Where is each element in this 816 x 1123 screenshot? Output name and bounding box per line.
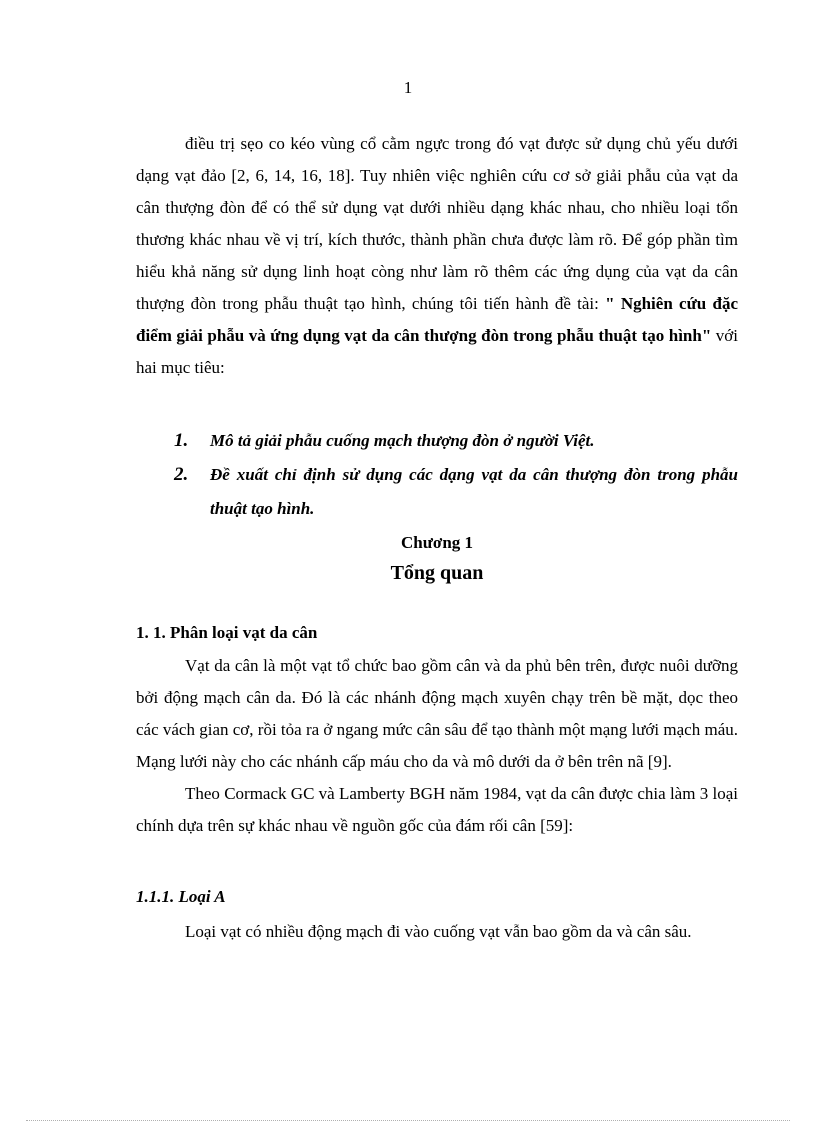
- intro-text-part2: với hai mục tiêu:: [136, 326, 738, 377]
- objective-item-2: [136, 458, 738, 526]
- intro-paragraph: [136, 128, 738, 384]
- section-1-1-1-body: [136, 916, 738, 948]
- footer-divider: [26, 1120, 790, 1121]
- objective-text-1: Mô tả giải phẫu cuống mạch thượng đòn ở người Việt.: [210, 431, 595, 450]
- section-1-1-body: [136, 650, 738, 842]
- section-1-1-paragraph-1: Vạt da cân là một vạt tổ chức bao gồm cân và da phủ bên trên, được nuôi dưỡng bởi động mạch cân da. Đó là các nhánh động mạch xuyên chạy trên bề mặt, dọc theo các vách gian cơ, rồi tỏa ra ở ngang mức cân sâu để tạo thành một mạng lưới mạch máu. Mạng lưới này cho các nhánh cấp máu cho da và mô dưới da ở bên trên nã [9].: [136, 656, 738, 771]
- chapter-label: Chương 1: [400, 533, 474, 552]
- intro-paragraph-block: [136, 128, 738, 384]
- objective-item-1: [136, 424, 738, 458]
- thesis-title: " Nghiên cứu đặc điểm giải phẫu và ứng dụng vạt da cân thượng đòn trong phẫu thuật tạo hình": [136, 294, 738, 345]
- section-heading-1-1: 1. 1. Phân loại vạt da cân: [136, 623, 318, 642]
- page-number: 1: [403, 78, 413, 97]
- objective-number-2: 2.: [174, 464, 189, 485]
- chapter-title: Tổng quan: [390, 562, 484, 584]
- objectives-list: [136, 424, 738, 526]
- section-1-1-1-paragraph-1: Loại vạt có nhiều động mạch đi vào cuống vạt vẫn bao gồm da và cân sâu.: [185, 922, 692, 941]
- intro-text-part1: điều trị sẹo co kéo vùng cổ cằm ngực trong đó vạt được sử dụng chủ yếu dưới dạng vạt đảo [2, 6, 14, 16, 18]. Tuy nhiên việc nghiên cứu cơ sở giải phẫu của vạt da cân thượng đòn để có thể sử dụng vạt dưới nhiều dạng khác nhau, cho nhiều loại tổn thương khác nhau về vị trí, kích thước, thành phần chưa được làm rõ. Để góp phần tìm hiểu khả năng sử dụng linh hoạt còng như làm rõ thêm các ứng dụng của vạt da cân thượng đòn trong phẫu thuật tạo hình, chúng tôi tiến hành đề tài:: [136, 134, 738, 313]
- section-heading-1-1-1: 1.1.1. Loại A: [136, 887, 226, 906]
- section-1-1-paragraph-2: Theo Cormack GC và Lamberty BGH năm 1984, vạt da cân được chia làm 3 loại chính dựa trên sự khác nhau về nguồn gốc của đám rối cân [59]:: [136, 784, 738, 835]
- objective-number-1: 1.: [174, 430, 189, 451]
- objective-text-2: Đề xuất chỉ định sử dụng các dạng vạt da cân thượng đòn trong phẫu thuật tạo hình.: [210, 465, 738, 518]
